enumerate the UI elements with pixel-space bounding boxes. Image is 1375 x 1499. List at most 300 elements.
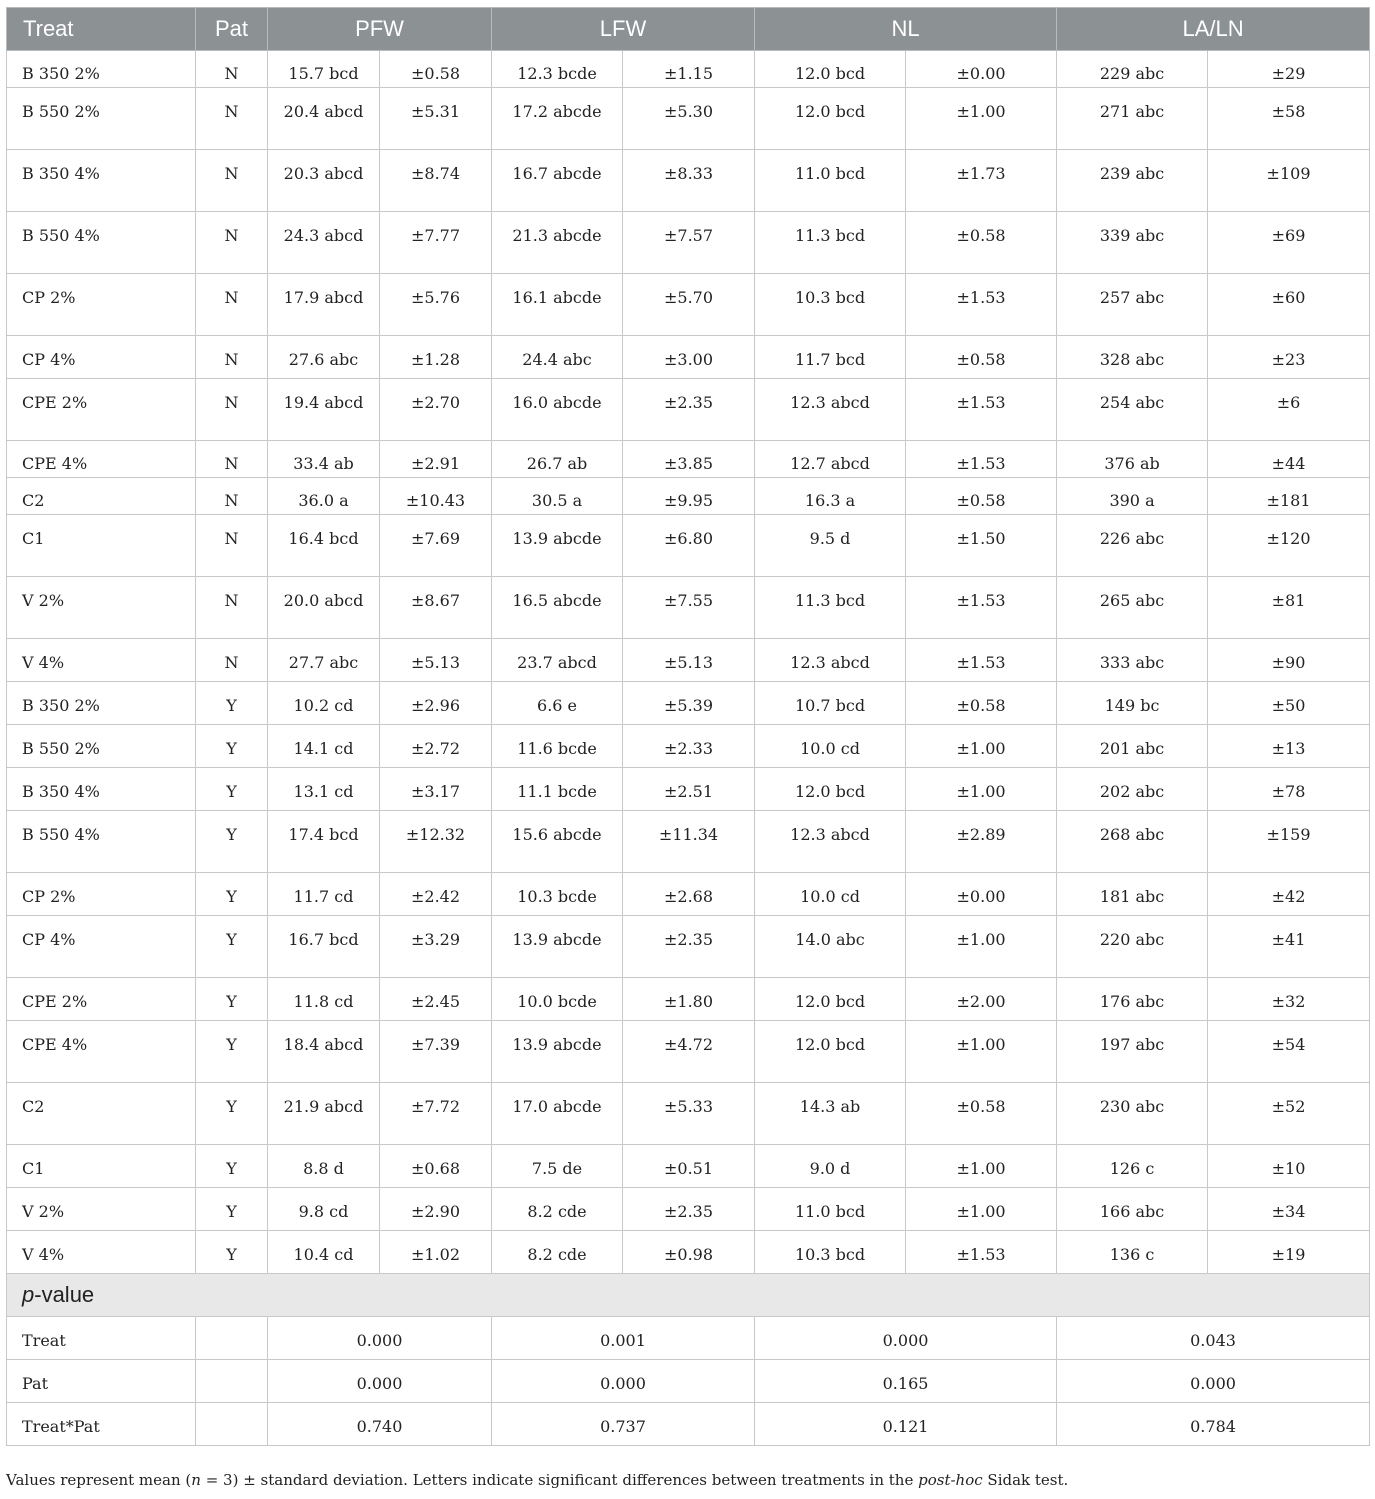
cell-nl: 11.3 bcd [755,212,906,274]
table-row [7,212,1370,274]
cell-pfw: 8.8 d [268,1145,380,1188]
cell-la-ln-sd: ±6 [1208,379,1370,441]
cell-la-ln: 239 abc [1057,150,1208,212]
pvalue-cell-la-ln: 0.043 [1057,1317,1370,1360]
cell-treat: C2 [7,478,196,515]
cell-nl: 12.3 abcd [755,379,906,441]
cell-pfw: 11.8 cd [268,978,380,1021]
pvalue-cell-nl: 0.121 [755,1403,1057,1446]
cell-pat: N [196,515,268,577]
cell-pfw: 27.6 abc [268,336,380,379]
cell-lfw-sd: ±5.70 [623,274,755,336]
cell-lfw-sd: ±5.30 [623,88,755,150]
cell-pfw: 9.8 cd [268,1188,380,1231]
cell-pfw-sd: ±5.31 [380,88,492,150]
cell-la-ln: 257 abc [1057,274,1208,336]
cell-la-ln-sd: ±10 [1208,1145,1370,1188]
cell-la-ln: 333 abc [1057,639,1208,682]
cell-lfw-sd: ±1.15 [623,51,755,88]
cell-la-ln: 149 bc [1057,682,1208,725]
cell-lfw: 23.7 abcd [492,639,623,682]
cell-pfw: 16.4 bcd [268,515,380,577]
cell-la-ln-sd: ±120 [1208,515,1370,577]
cell-lfw-sd: ±4.72 [623,1021,755,1083]
cell-treat: V 2% [7,577,196,639]
cell-treat: B 550 2% [7,725,196,768]
cell-pat: Y [196,1231,268,1274]
pvalue-cell-lfw: 0.737 [492,1403,755,1446]
cell-pat: N [196,336,268,379]
table-row [7,1145,1370,1188]
table-row [7,873,1370,916]
pvalue-row [7,1317,1370,1360]
header-nl: NL [755,8,1057,51]
cell-pfw-sd: ±2.96 [380,682,492,725]
cell-pat: N [196,51,268,88]
cell-lfw: 17.2 abcde [492,88,623,150]
cell-la-ln-sd: ±32 [1208,978,1370,1021]
cell-pfw-sd: ±5.76 [380,274,492,336]
cell-lfw-sd: ±0.51 [623,1145,755,1188]
cell-pfw-sd: ±0.68 [380,1145,492,1188]
cell-la-ln: 390 a [1057,478,1208,515]
cell-pat: Y [196,916,268,978]
cell-pfw: 27.7 abc [268,639,380,682]
cell-nl-sd: ±1.50 [906,515,1057,577]
cell-pfw-sd: ±8.67 [380,577,492,639]
cell-pat: Y [196,725,268,768]
cell-pfw-sd: ±8.74 [380,150,492,212]
cell-nl-sd: ±0.58 [906,1083,1057,1145]
cell-la-ln-sd: ±52 [1208,1083,1370,1145]
cell-lfw: 21.3 abcde [492,212,623,274]
cell-pfw: 17.9 abcd [268,274,380,336]
cell-la-ln-sd: ±23 [1208,336,1370,379]
cell-pfw-sd: ±12.32 [380,811,492,873]
pvalue-cell-empty [196,1403,268,1446]
pvalue-cell-la-ln: 0.000 [1057,1360,1370,1403]
cell-la-ln: 230 abc [1057,1083,1208,1145]
cell-pat: N [196,274,268,336]
table-row [7,150,1370,212]
cell-pfw-sd: ±1.02 [380,1231,492,1274]
table-row [7,978,1370,1021]
cell-pfw: 13.1 cd [268,768,380,811]
cell-lfw-sd: ±2.33 [623,725,755,768]
table-row [7,1083,1370,1145]
cell-pfw-sd: ±7.77 [380,212,492,274]
footnote-text-2: = 3) ± standard deviation. Letters indicate significant differences between treatments in the [200,1471,919,1489]
cell-pfw-sd: ±0.58 [380,51,492,88]
cell-lfw-sd: ±2.35 [623,916,755,978]
table-row [7,478,1370,515]
header-pfw: PFW [268,8,492,51]
cell-nl-sd: ±0.00 [906,51,1057,88]
cell-la-ln-sd: ±13 [1208,725,1370,768]
cell-pfw-sd: ±5.13 [380,639,492,682]
cell-pfw: 20.3 abcd [268,150,380,212]
pvalue-cell-name: Pat [7,1360,196,1403]
cell-la-ln: 202 abc [1057,768,1208,811]
cell-pfw-sd: ±2.42 [380,873,492,916]
table-row [7,577,1370,639]
cell-lfw-sd: ±9.95 [623,478,755,515]
cell-nl-sd: ±0.58 [906,336,1057,379]
cell-la-ln: 229 abc [1057,51,1208,88]
cell-lfw-sd: ±7.55 [623,577,755,639]
cell-lfw: 16.0 abcde [492,379,623,441]
cell-la-ln-sd: ±69 [1208,212,1370,274]
cell-treat: B 350 2% [7,51,196,88]
table-container [6,7,1369,1446]
table-row [7,1021,1370,1083]
cell-lfw-sd: ±11.34 [623,811,755,873]
pvalue-cell-empty [196,1317,268,1360]
cell-pfw: 33.4 ab [268,441,380,478]
cell-lfw: 7.5 de [492,1145,623,1188]
cell-lfw-sd: ±5.13 [623,639,755,682]
cell-pfw: 10.2 cd [268,682,380,725]
cell-lfw: 13.9 abcde [492,1021,623,1083]
cell-treat: B 550 4% [7,811,196,873]
cell-la-ln-sd: ±50 [1208,682,1370,725]
pvalue-label: -value [34,1282,95,1307]
cell-pfw: 21.9 abcd [268,1083,380,1145]
cell-treat: B 550 4% [7,212,196,274]
table-row [7,682,1370,725]
cell-la-ln: 136 c [1057,1231,1208,1274]
footnote-text-1: Values represent mean ( [6,1471,192,1489]
cell-nl: 11.0 bcd [755,150,906,212]
cell-pfw: 16.7 bcd [268,916,380,978]
cell-lfw: 16.7 abcde [492,150,623,212]
cell-nl: 12.0 bcd [755,978,906,1021]
cell-la-ln: 197 abc [1057,1021,1208,1083]
cell-lfw-sd: ±7.57 [623,212,755,274]
cell-lfw-sd: ±2.35 [623,379,755,441]
cell-lfw: 16.5 abcde [492,577,623,639]
cell-pfw: 24.3 abcd [268,212,380,274]
cell-lfw-sd: ±0.98 [623,1231,755,1274]
pvalue-cell-empty [196,1360,268,1403]
cell-pat: Y [196,1083,268,1145]
cell-lfw: 15.6 abcde [492,811,623,873]
cell-nl-sd: ±1.00 [906,1188,1057,1231]
cell-lfw-sd: ±2.51 [623,768,755,811]
pvalue-section-row [7,1274,1370,1317]
cell-nl-sd: ±1.53 [906,577,1057,639]
table-row [7,274,1370,336]
cell-la-ln: 339 abc [1057,212,1208,274]
cell-pfw: 14.1 cd [268,725,380,768]
cell-lfw: 6.6 e [492,682,623,725]
cell-pfw-sd: ±1.28 [380,336,492,379]
cell-treat: V 4% [7,639,196,682]
cell-pfw: 20.4 abcd [268,88,380,150]
cell-lfw-sd: ±2.35 [623,1188,755,1231]
cell-nl: 10.3 bcd [755,1231,906,1274]
cell-nl: 10.0 cd [755,725,906,768]
cell-pfw: 10.4 cd [268,1231,380,1274]
cell-la-ln-sd: ±60 [1208,274,1370,336]
cell-nl-sd: ±1.00 [906,88,1057,150]
cell-pfw-sd: ±7.69 [380,515,492,577]
table-row [7,725,1370,768]
table-row [7,768,1370,811]
cell-la-ln-sd: ±34 [1208,1188,1370,1231]
table-row [7,916,1370,978]
cell-pat: N [196,441,268,478]
cell-nl: 12.0 bcd [755,1021,906,1083]
cell-pat: N [196,212,268,274]
cell-la-ln: 176 abc [1057,978,1208,1021]
footnote-n: n [191,1471,201,1489]
cell-lfw: 30.5 a [492,478,623,515]
header-treat: Treat [7,8,196,51]
cell-lfw-sd: ±3.85 [623,441,755,478]
cell-nl: 10.3 bcd [755,274,906,336]
table-row [7,1188,1370,1231]
pvalue-row [7,1360,1370,1403]
cell-nl-sd: ±1.00 [906,1021,1057,1083]
cell-treat: V 4% [7,1231,196,1274]
cell-nl: 14.0 abc [755,916,906,978]
cell-lfw: 13.9 abcde [492,515,623,577]
cell-lfw-sd: ±2.68 [623,873,755,916]
cell-la-ln-sd: ±44 [1208,441,1370,478]
cell-la-ln-sd: ±90 [1208,639,1370,682]
pvalue-cell-pfw: 0.000 [268,1360,492,1403]
cell-treat: C1 [7,515,196,577]
table-row [7,1231,1370,1274]
cell-pfw-sd: ±2.90 [380,1188,492,1231]
cell-pat: N [196,379,268,441]
cell-la-ln: 181 abc [1057,873,1208,916]
cell-pat: N [196,88,268,150]
cell-nl-sd: ±1.53 [906,639,1057,682]
cell-la-ln: 254 abc [1057,379,1208,441]
cell-lfw: 13.9 abcde [492,916,623,978]
cell-la-ln-sd: ±42 [1208,873,1370,916]
cell-pfw-sd: ±3.17 [380,768,492,811]
cell-nl: 11.3 bcd [755,577,906,639]
cell-treat: CP 4% [7,916,196,978]
cell-treat: CPE 4% [7,1021,196,1083]
cell-pfw-sd: ±7.39 [380,1021,492,1083]
table-row [7,51,1370,88]
cell-la-ln: 126 c [1057,1145,1208,1188]
cell-la-ln: 271 abc [1057,88,1208,150]
cell-la-ln-sd: ±109 [1208,150,1370,212]
cell-pfw: 11.7 cd [268,873,380,916]
data-table [6,7,1370,1446]
cell-treat: B 350 4% [7,150,196,212]
cell-treat: C1 [7,1145,196,1188]
cell-treat: V 2% [7,1188,196,1231]
cell-la-ln: 166 abc [1057,1188,1208,1231]
cell-lfw: 12.3 bcde [492,51,623,88]
cell-pfw-sd: ±2.45 [380,978,492,1021]
cell-pat: N [196,150,268,212]
cell-nl-sd: ±1.00 [906,1145,1057,1188]
cell-lfw-sd: ±8.33 [623,150,755,212]
table-row [7,811,1370,873]
cell-la-ln-sd: ±159 [1208,811,1370,873]
cell-pat: Y [196,978,268,1021]
cell-pfw: 17.4 bcd [268,811,380,873]
pvalue-section-title [7,1274,1370,1317]
cell-la-ln: 226 abc [1057,515,1208,577]
cell-nl-sd: ±1.53 [906,379,1057,441]
cell-lfw: 11.1 bcde [492,768,623,811]
cell-nl: 9.0 d [755,1145,906,1188]
cell-la-ln: 220 abc [1057,916,1208,978]
table-row [7,88,1370,150]
cell-pfw: 20.0 abcd [268,577,380,639]
pvalue-row [7,1403,1370,1446]
cell-treat: CPE 2% [7,379,196,441]
cell-pat: Y [196,1188,268,1231]
cell-la-ln: 328 abc [1057,336,1208,379]
cell-nl: 12.7 abcd [755,441,906,478]
cell-pfw: 15.7 bcd [268,51,380,88]
cell-treat: CP 2% [7,873,196,916]
header-la-ln: LA/LN [1057,8,1370,51]
cell-lfw-sd: ±5.33 [623,1083,755,1145]
cell-pat: N [196,577,268,639]
cell-nl: 10.0 cd [755,873,906,916]
table-row [7,379,1370,441]
cell-nl: 12.3 abcd [755,639,906,682]
cell-lfw: 24.4 abc [492,336,623,379]
cell-treat: CPE 4% [7,441,196,478]
cell-pat: Y [196,811,268,873]
footnote-text-3: Sidak test. [982,1471,1069,1489]
cell-treat: CP 2% [7,274,196,336]
cell-pat: Y [196,873,268,916]
cell-nl-sd: ±1.73 [906,150,1057,212]
cell-la-ln-sd: ±181 [1208,478,1370,515]
cell-la-ln-sd: ±54 [1208,1021,1370,1083]
cell-la-ln: 201 abc [1057,725,1208,768]
cell-pat: Y [196,1145,268,1188]
cell-pfw-sd: ±3.29 [380,916,492,978]
cell-nl-sd: ±2.00 [906,978,1057,1021]
cell-nl: 14.3 ab [755,1083,906,1145]
cell-lfw: 26.7 ab [492,441,623,478]
cell-nl-sd: ±0.00 [906,873,1057,916]
cell-nl: 11.7 bcd [755,336,906,379]
cell-nl-sd: ±0.58 [906,682,1057,725]
pvalue-cell-lfw: 0.000 [492,1360,755,1403]
table-row [7,639,1370,682]
cell-treat: C2 [7,1083,196,1145]
cell-pfw-sd: ±2.70 [380,379,492,441]
cell-pfw: 36.0 a [268,478,380,515]
pvalue-cell-name: Treat [7,1317,196,1360]
cell-la-ln-sd: ±29 [1208,51,1370,88]
footnote-posthoc: post-hoc [918,1471,983,1489]
cell-nl-sd: ±1.00 [906,768,1057,811]
cell-lfw-sd: ±1.80 [623,978,755,1021]
cell-pat: Y [196,768,268,811]
cell-nl: 16.3 a [755,478,906,515]
header-lfw: LFW [492,8,755,51]
cell-nl: 12.0 bcd [755,88,906,150]
cell-lfw: 11.6 bcde [492,725,623,768]
cell-pat: Y [196,682,268,725]
header-row [7,8,1370,51]
pvalue-cell-name: Treat*Pat [7,1403,196,1446]
cell-la-ln-sd: ±78 [1208,768,1370,811]
cell-pfw-sd: ±2.72 [380,725,492,768]
cell-la-ln-sd: ±81 [1208,577,1370,639]
table-row [7,336,1370,379]
cell-lfw-sd: ±5.39 [623,682,755,725]
cell-lfw: 17.0 abcde [492,1083,623,1145]
cell-la-ln-sd: ±41 [1208,916,1370,978]
cell-nl-sd: ±1.00 [906,916,1057,978]
cell-nl: 9.5 d [755,515,906,577]
cell-nl-sd: ±1.53 [906,441,1057,478]
cell-pat: Y [196,1021,268,1083]
cell-lfw-sd: ±6.80 [623,515,755,577]
cell-treat: CPE 2% [7,978,196,1021]
table-row [7,441,1370,478]
cell-lfw: 8.2 cde [492,1231,623,1274]
cell-nl-sd: ±0.58 [906,478,1057,515]
pvalue-cell-nl: 0.000 [755,1317,1057,1360]
table-row [7,515,1370,577]
header-pat: Pat [196,8,268,51]
cell-treat: B 350 2% [7,682,196,725]
pvalue-cell-la-ln: 0.784 [1057,1403,1370,1446]
cell-pfw-sd: ±7.72 [380,1083,492,1145]
cell-nl-sd: ±1.00 [906,725,1057,768]
cell-la-ln-sd: ±58 [1208,88,1370,150]
cell-pat: N [196,478,268,515]
cell-lfw: 10.3 bcde [492,873,623,916]
pvalue-cell-lfw: 0.001 [492,1317,755,1360]
pvalue-p-letter: p [22,1282,35,1307]
pvalue-cell-pfw: 0.000 [268,1317,492,1360]
table-footnote [6,1471,1068,1489]
pvalue-cell-pfw: 0.740 [268,1403,492,1446]
cell-nl-sd: ±0.58 [906,212,1057,274]
cell-la-ln: 265 abc [1057,577,1208,639]
cell-pfw: 18.4 abcd [268,1021,380,1083]
cell-pfw-sd: ±2.91 [380,441,492,478]
cell-treat: CP 4% [7,336,196,379]
cell-nl-sd: ±1.53 [906,1231,1057,1274]
cell-la-ln: 268 abc [1057,811,1208,873]
cell-nl: 10.7 bcd [755,682,906,725]
pvalue-cell-nl: 0.165 [755,1360,1057,1403]
cell-nl-sd: ±1.53 [906,274,1057,336]
cell-pfw: 19.4 abcd [268,379,380,441]
cell-pfw-sd: ±10.43 [380,478,492,515]
cell-lfw: 10.0 bcde [492,978,623,1021]
cell-la-ln: 376 ab [1057,441,1208,478]
cell-la-ln-sd: ±19 [1208,1231,1370,1274]
cell-treat: B 550 2% [7,88,196,150]
cell-nl-sd: ±2.89 [906,811,1057,873]
cell-nl: 12.0 bcd [755,51,906,88]
cell-treat: B 350 4% [7,768,196,811]
cell-nl: 12.3 abcd [755,811,906,873]
cell-lfw-sd: ±3.00 [623,336,755,379]
cell-lfw: 8.2 cde [492,1188,623,1231]
